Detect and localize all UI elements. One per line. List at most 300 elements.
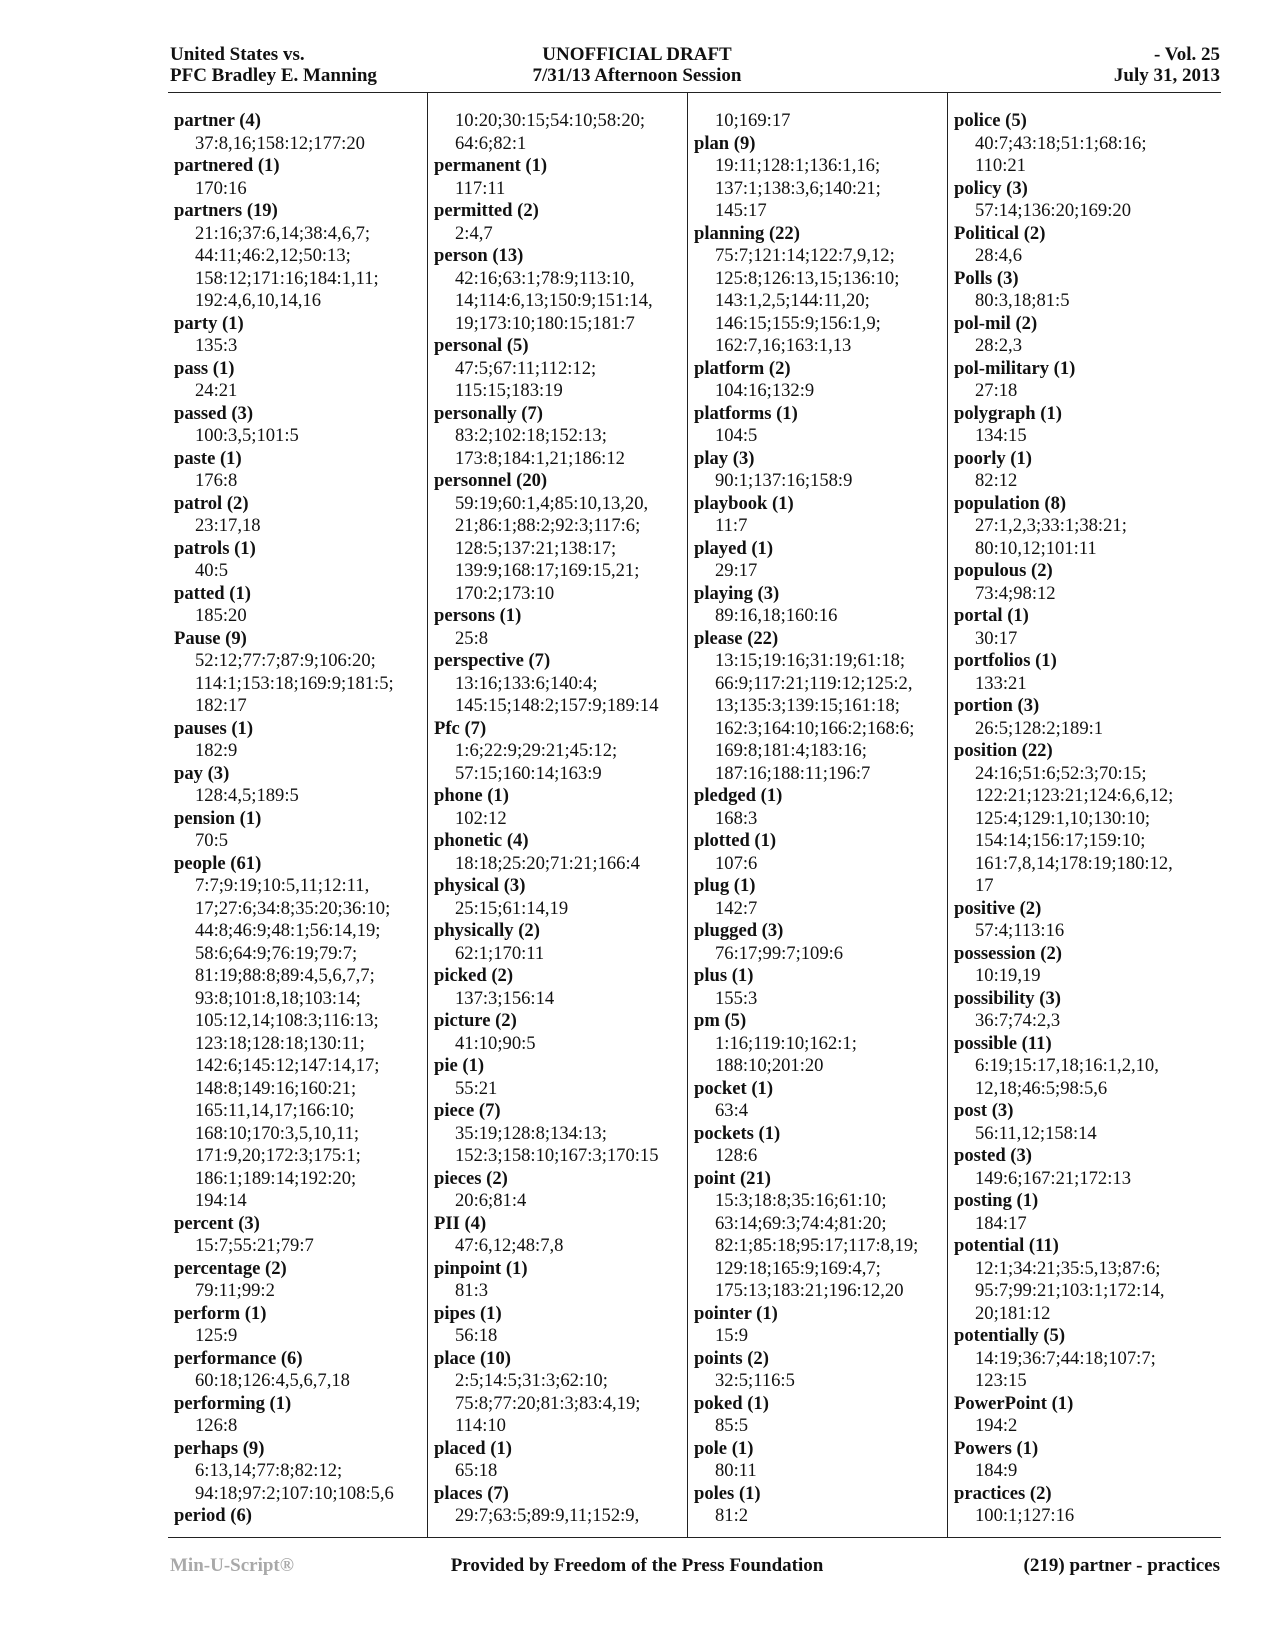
index-page-refs: 24:21	[195, 380, 238, 401]
index-page-refs: 142:6;145:12;147:14,17;	[195, 1055, 380, 1076]
index-term: pieces (2)	[434, 1167, 508, 1189]
index-entry	[434, 1168, 684, 1213]
index-term: police (5)	[954, 110, 1027, 131]
index-term: pockets (1)	[694, 1122, 781, 1144]
index-page-refs: 123:15	[975, 1370, 1027, 1391]
index-entry	[954, 403, 1204, 448]
index-page-refs: 145:15;148:2;157:9;189:14	[455, 695, 659, 716]
index-entry	[694, 1303, 944, 1348]
index-continuation-line: 10:20;30:15;54:10;58:20;	[455, 110, 646, 131]
index-entry	[954, 898, 1204, 943]
index-page-refs: 107:6	[715, 852, 758, 874]
index-page-refs: 125:8;126:13,15;136:10;	[715, 267, 900, 289]
index-term: pol-military (1)	[954, 357, 1076, 379]
index-page-refs: 25:8	[455, 627, 489, 649]
index-page-refs: 26:5;128:2;189:1	[975, 717, 1104, 739]
index-page-refs: 6:13,14;77:8;82:12;	[195, 1460, 343, 1481]
index-page-refs: 65:18	[455, 1460, 498, 1481]
index-page-refs: 25:15;61:14,19	[455, 897, 569, 919]
index-page-refs: 128:6	[715, 1145, 758, 1166]
index-page-refs: 59:19;60:1,4;85:10,13,20,	[455, 492, 649, 514]
index-page-refs: 75:7;121:14;122:7,9,12;	[715, 245, 895, 266]
index-page-refs: 29:7;63:5;89:9,11;152:9,	[455, 1505, 640, 1526]
index-entry	[434, 1213, 684, 1258]
index-page-refs: 75:8;77:20;81:3;83:4,19;	[455, 1392, 641, 1414]
index-page-refs: 81:3	[455, 1280, 489, 1301]
index-term: post (3)	[954, 1100, 1014, 1121]
index-term: PII (4)	[434, 1212, 487, 1234]
index-term: physically (2)	[434, 920, 540, 941]
index-term: place (10)	[434, 1347, 511, 1369]
column-divider	[947, 92, 948, 1537]
index-entry	[174, 358, 424, 403]
index-page-refs: 165:11,14,17;166:10;	[195, 1100, 355, 1121]
index-page-refs: 142:7	[715, 897, 758, 919]
index-page-refs: 36:7;74:2,3	[975, 1010, 1061, 1031]
index-entry	[954, 223, 1204, 268]
index-page-refs: 81:2	[715, 1505, 749, 1526]
index-entry	[954, 358, 1204, 403]
index-entry	[694, 1438, 944, 1483]
index-entry	[954, 988, 1204, 1033]
index-page-refs: 37:8,16;158:12;177:20	[195, 132, 365, 154]
index-entry	[174, 200, 424, 313]
index-entry	[954, 493, 1204, 561]
index-page-refs: 117:11	[455, 177, 506, 199]
index-entry	[434, 1438, 684, 1483]
index-term: period (6)	[174, 1505, 252, 1526]
index-term: poked (1)	[694, 1392, 769, 1414]
index-page-refs: 79:11;99:2	[195, 1280, 275, 1301]
index-page-refs: 19;173:10;180:15;181:7	[455, 312, 635, 334]
index-term: placed (1)	[434, 1437, 512, 1459]
index-page-refs: 14:19;36:7;44:18;107:7;	[975, 1347, 1156, 1369]
index-page-refs: 80:10,12;101:11	[975, 537, 1097, 559]
index-entry	[694, 133, 944, 223]
index-page-refs: 110:21	[975, 155, 1026, 176]
index-term: plug (1)	[694, 875, 756, 896]
index-term: pledged (1)	[694, 785, 783, 806]
index-page-refs: 57:15;160:14;163:9	[455, 762, 602, 784]
index-page-refs: 122:21;123:21;124:6,6,12;	[975, 785, 1174, 806]
index-entry	[434, 830, 684, 875]
index-page-refs: 168:10;170:3,5,10,11;	[195, 1122, 360, 1144]
index-entry	[434, 1100, 684, 1168]
index-term: persons (1)	[434, 605, 522, 626]
index-entry	[694, 965, 944, 1010]
index-page-refs: 28:2,3	[975, 335, 1023, 356]
index-page-refs: 12:1;34:21;35:5,13;87:6;	[975, 1257, 1161, 1279]
index-entry	[174, 403, 424, 448]
index-page-refs: 137:1;138:3,6;140:21;	[715, 177, 881, 199]
index-entry	[694, 1483, 944, 1528]
index-page-refs: 24:16;51:6;52:3;70:15;	[975, 762, 1147, 784]
index-page-refs: 52:12;77:7;87:9;106:20;	[195, 650, 376, 671]
index-page-refs: 47:5;67:11;112:12;	[455, 357, 597, 379]
index-term: pie (1)	[434, 1055, 485, 1076]
index-term: partnered (1)	[174, 155, 280, 176]
header-rule	[168, 92, 1221, 93]
index-page-refs: 104:5	[715, 425, 758, 446]
index-term: patrols (1)	[174, 537, 256, 559]
index-page-refs: 139:9;168:17;169:15,21;	[455, 560, 640, 581]
index-term: pension (1)	[174, 807, 262, 829]
header-draft-line1: UNOFFICIAL DRAFT	[542, 44, 732, 65]
header-date: July 31, 2013	[1113, 65, 1220, 86]
index-page-refs: 2:4,7	[455, 222, 493, 244]
index-entry	[434, 245, 684, 335]
index-entry	[434, 785, 684, 830]
index-page-refs: 148:8;149:16;160:21;	[195, 1077, 357, 1099]
column-divider	[687, 92, 688, 1537]
index-page-refs: 114:10	[455, 1415, 506, 1436]
index-entry	[434, 403, 684, 471]
index-column-1	[174, 110, 424, 1528]
index-page-refs: 60:18;126:4,5,6,7,18	[195, 1370, 350, 1391]
index-entry	[174, 718, 424, 763]
index-term: performing (1)	[174, 1392, 292, 1414]
index-entry	[434, 470, 684, 605]
index-term: picked (2)	[434, 965, 514, 986]
index-page-refs: 184:9	[975, 1460, 1018, 1481]
index-entry	[434, 650, 684, 718]
index-term: posted (3)	[954, 1145, 1032, 1166]
index-entry	[954, 1033, 1204, 1101]
footer-brand: Min-U-Script®	[170, 1555, 294, 1576]
index-term: portal (1)	[954, 605, 1029, 626]
index-term: perform (1)	[174, 1302, 267, 1324]
index-page-refs: 133:21	[975, 672, 1027, 694]
index-entry	[694, 1123, 944, 1168]
index-page-refs: 66:9;117:21;119:12;125:2,	[715, 672, 913, 694]
footer-page-range: (219) partner - practices	[1023, 1555, 1220, 1576]
index-page-refs: 15:9	[715, 1325, 749, 1346]
index-term: played (1)	[694, 537, 774, 559]
index-term: picture (2)	[434, 1010, 517, 1031]
header-volume: - Vol. 25	[1154, 44, 1220, 65]
index-page-refs: 168:3	[715, 807, 758, 829]
index-page-refs: 1:16;119:10;162:1;	[715, 1032, 857, 1054]
index-page-refs: 15:3;18:8;35:16;61:10;	[715, 1190, 887, 1211]
index-page-refs: 175:13;183:21;196:12,20	[715, 1280, 904, 1301]
index-page-refs: 94:18;97:2;107:10;108:5,6	[195, 1482, 394, 1504]
header-session-line: 7/31/13 Afternoon Session	[532, 65, 742, 86]
footer-provider: Provided by Freedom of the Press Foundation	[450, 1555, 824, 1576]
index-entry	[694, 538, 944, 583]
index-term: point (21)	[694, 1167, 771, 1189]
index-entry	[694, 448, 944, 493]
index-term: populous (2)	[954, 560, 1053, 581]
index-entry	[694, 583, 944, 628]
index-entry	[174, 628, 424, 718]
index-entry	[174, 1303, 424, 1348]
header-case-line2: PFC Bradley E. Manning	[170, 65, 377, 86]
index-page-refs: 40:7;43:18;51:1;68:16;	[975, 132, 1147, 154]
index-entry	[434, 1483, 684, 1528]
index-page-refs: 18:18;25:20;71:21;166:4	[455, 852, 640, 874]
index-page-refs: 55:21	[455, 1077, 498, 1099]
index-column-4	[954, 110, 1204, 1528]
index-term: play (3)	[694, 447, 755, 469]
index-entry	[954, 695, 1204, 740]
index-entry	[694, 493, 944, 538]
index-entry	[954, 560, 1204, 605]
index-page-refs: 17	[975, 875, 994, 896]
index-page-refs: 188:10;201:20	[715, 1055, 824, 1076]
index-term: pm (5)	[694, 1010, 747, 1031]
index-term: posting (1)	[954, 1190, 1039, 1211]
index-page-refs: 194:14	[195, 1190, 247, 1211]
index-term: person (13)	[434, 245, 524, 266]
index-page-refs: 58:6;64:9;76:19;79:7;	[195, 942, 358, 964]
index-page-refs: 21:16;37:6,14;38:4,6,7;	[195, 222, 371, 244]
index-entry	[694, 875, 944, 920]
index-entry	[954, 1235, 1204, 1325]
index-page-refs: 192:4,6,10,14,16	[195, 290, 322, 311]
index-page-refs: 184:17	[975, 1212, 1027, 1234]
index-term: possible (11)	[954, 1032, 1052, 1054]
index-entry	[954, 268, 1204, 313]
index-entry	[174, 538, 424, 583]
index-entry	[954, 1190, 1204, 1235]
index-term: plugged (3)	[694, 920, 784, 941]
index-page-refs: 6:19;15:17,18;16:1,2,10,	[975, 1055, 1159, 1076]
header-draft-title	[437, 44, 837, 86]
index-continuation-line: 10;169:17	[715, 110, 791, 131]
index-page-refs: 128:5;137:21;138:17;	[455, 537, 617, 559]
index-entry	[174, 493, 424, 538]
index-term: percent (3)	[174, 1212, 260, 1234]
index-entry	[434, 335, 684, 403]
index-page-refs: 23:17,18	[195, 515, 261, 536]
index-page-refs: 10:19,19	[975, 965, 1041, 986]
index-page-refs: 30:17	[975, 627, 1018, 649]
index-page-refs: 27:1,2,3;33:1;38:21;	[975, 515, 1127, 536]
index-page-refs: 158:12;171:16;184:1,11;	[195, 267, 379, 289]
index-page-refs: 154:14;156:17;159:10;	[975, 830, 1146, 851]
index-page-refs: 57:4;113:16	[975, 920, 1065, 941]
index-page-refs: 95:7;99:21;103:1;172:14,	[975, 1280, 1165, 1301]
index-term: plan (9)	[694, 132, 756, 154]
index-page-refs: 19:11;128:1;136:1,16;	[715, 155, 881, 176]
index-entry	[954, 1483, 1204, 1528]
index-entry	[954, 605, 1204, 650]
index-page-refs: 185:20	[195, 605, 247, 626]
index-entry	[174, 808, 424, 853]
index-term: pocket (1)	[694, 1077, 774, 1099]
index-page-refs: 14;114:6,13;150:9;151:14,	[455, 290, 653, 311]
index-page-refs: 155:3	[715, 987, 758, 1009]
index-page-refs: 129:18;165:9;169:4,7;	[715, 1257, 881, 1279]
index-entry	[434, 1055, 684, 1100]
index-page-refs: 93:8;101:8,18;103:14;	[195, 987, 361, 1009]
index-page-refs: 182:9	[195, 740, 238, 761]
column-divider	[427, 92, 428, 1537]
index-term: PowerPoint (1)	[954, 1392, 1074, 1414]
index-term: pipes (1)	[434, 1302, 502, 1324]
index-term: pol-mil (2)	[954, 312, 1038, 334]
index-term: partner (4)	[174, 110, 261, 131]
index-page-refs: 56:11,12;158:14	[975, 1122, 1097, 1144]
index-column-3	[694, 110, 944, 1528]
index-term: pole (1)	[694, 1437, 754, 1459]
index-term: physical (3)	[434, 875, 526, 896]
index-term: Polls (3)	[954, 267, 1019, 289]
index-page-refs: 63:14;69:3;74:4;81:20;	[715, 1212, 887, 1234]
index-page-refs: 44:11;46:2,12;50:13;	[195, 245, 351, 266]
index-term: phonetic (4)	[434, 830, 529, 851]
index-term: passed (3)	[174, 402, 254, 424]
index-page-refs: 170:2;173:10	[455, 582, 555, 604]
index-page-refs: 182:17	[195, 695, 247, 716]
index-term: policy (3)	[954, 177, 1028, 199]
index-page-refs: 56:18	[455, 1325, 498, 1346]
index-entry	[694, 223, 944, 358]
index-page-refs: 20:6;81:4	[455, 1190, 527, 1211]
index-page-refs: 57:14;136:20;169:20	[975, 200, 1131, 221]
index-page-refs: 41:10;90:5	[455, 1032, 536, 1054]
index-term: percentage (2)	[174, 1257, 287, 1279]
index-entry	[954, 943, 1204, 988]
index-entry	[694, 830, 944, 875]
index-page-refs: 186:1;189:14;192:20;	[195, 1167, 357, 1189]
index-entry	[694, 628, 944, 786]
index-entry	[434, 1258, 684, 1303]
index-page-refs: 1:6;22:9;29:21;45:12;	[455, 740, 618, 761]
index-page-refs: 42:16;63:1;78:9;113:10,	[455, 267, 635, 289]
index-term: personnel (20)	[434, 470, 548, 491]
index-term: portion (3)	[954, 695, 1040, 716]
index-page-refs: 80:3,18;81:5	[975, 290, 1070, 311]
index-page-refs: 29:17	[715, 560, 758, 581]
index-term: playing (3)	[694, 582, 780, 604]
index-page-refs: 17;27:6;34:8;35:20;36:10;	[195, 897, 391, 919]
index-term: please (22)	[694, 627, 779, 649]
index-page-refs: 89:16,18;160:16	[715, 605, 838, 626]
index-term: patted (1)	[174, 582, 251, 604]
index-term: permitted (2)	[434, 200, 539, 221]
index-entry	[434, 155, 684, 200]
index-term: paste (1)	[174, 447, 242, 469]
index-term: permanent (1)	[434, 155, 548, 176]
index-term: pay (3)	[174, 762, 230, 784]
index-entry	[174, 763, 424, 808]
index-page-refs: 2:5;14:5;31:3;62:10;	[455, 1370, 608, 1391]
index-page-refs: 82:12	[975, 470, 1018, 491]
index-entry	[174, 448, 424, 493]
index-entry	[434, 1303, 684, 1348]
index-entry	[174, 1348, 424, 1393]
index-entry	[954, 178, 1204, 223]
index-term: platforms (1)	[694, 402, 798, 424]
index-page-refs: 40:5	[195, 560, 229, 581]
index-entry	[174, 313, 424, 358]
index-page-refs: 173:8;184:1,21;186:12	[455, 447, 625, 469]
index-page-refs: 80:11	[715, 1460, 757, 1481]
index-page-refs: 145:17	[715, 200, 767, 221]
index-page-refs: 187:16;188:11;196:7	[715, 762, 871, 784]
index-page-refs: 7:7;9:19;10:5,11;12:11,	[195, 875, 370, 896]
index-entry	[694, 1168, 944, 1303]
index-page-refs: 100:3,5;101:5	[195, 425, 299, 446]
index-page-refs: 15:7;55:21;79:7	[195, 1235, 314, 1256]
index-term: pinpoint (1)	[434, 1257, 528, 1279]
index-term: personally (7)	[434, 402, 543, 424]
index-page-refs: 146:15;155:9;156:1,9;	[715, 312, 881, 334]
index-entry	[694, 358, 944, 403]
index-entry	[174, 1438, 424, 1506]
index-page-refs: 62:1;170:11	[455, 942, 545, 964]
index-term: possession (2)	[954, 942, 1062, 964]
index-page-refs: 13:15;19:16;31:19;61:18;	[715, 650, 906, 671]
index-term: planning (22)	[694, 222, 800, 244]
header-volume-date	[1114, 44, 1220, 86]
index-entry	[954, 1100, 1204, 1145]
index-entry	[434, 718, 684, 786]
index-page-refs: 128:4,5;189:5	[195, 785, 299, 806]
index-entry	[434, 1348, 684, 1438]
index-page-refs: 161:7,8,14;178:19;180:12,	[975, 852, 1173, 874]
index-page-refs: 11:7	[715, 515, 748, 536]
index-entry	[694, 1078, 944, 1123]
index-term: pauses (1)	[174, 717, 254, 739]
index-entry	[954, 1393, 1204, 1438]
index-entry	[694, 1393, 944, 1438]
index-page-refs: 35:19;128:8;134:13;	[455, 1122, 607, 1144]
index-page-refs: 104:16;132:9	[715, 380, 815, 401]
index-entry	[694, 1010, 944, 1078]
index-page-refs: 171:9,20;172:3;175:1;	[195, 1145, 361, 1166]
footer-rule	[168, 1537, 1221, 1538]
header-case-title	[170, 44, 377, 86]
index-entry	[174, 155, 424, 200]
index-entry	[694, 785, 944, 830]
index-page-refs: 135:3	[195, 335, 238, 356]
index-term: platform (2)	[694, 357, 791, 379]
index-term: positive (2)	[954, 897, 1042, 919]
index-column-2	[434, 110, 684, 1528]
index-term: population (8)	[954, 492, 1067, 514]
index-term: potential (11)	[954, 1235, 1059, 1256]
index-page-refs: 82:1;85:18;95:17;117:8,19;	[715, 1235, 919, 1256]
index-page-refs: 152:3;158:10;167:3;170:15	[455, 1145, 659, 1166]
index-term: Political (2)	[954, 222, 1046, 244]
index-page-refs: 85:5	[715, 1415, 749, 1436]
index-continuation-line: 64:6;82:1	[455, 132, 527, 154]
index-term: potentially (5)	[954, 1325, 1066, 1346]
index-term: patrol (2)	[174, 492, 249, 514]
index-page-refs: 44:8;46:9;48:1;56:14,19;	[195, 920, 381, 941]
index-page-refs: 63:4	[715, 1100, 749, 1121]
index-entry	[174, 110, 424, 155]
index-page-refs: 12,18;46:5;98:5,6	[975, 1077, 1108, 1099]
index-entry	[954, 1325, 1204, 1393]
index-page-refs: 100:1;127:16	[975, 1505, 1075, 1526]
index-term: plus (1)	[694, 965, 754, 986]
index-page-refs: 134:15	[975, 425, 1027, 446]
index-page-refs: 143:1,2,5;144:11,20;	[715, 290, 870, 311]
index-term: Pause (9)	[174, 627, 247, 649]
index-term: poles (1)	[694, 1482, 761, 1504]
index-entry	[954, 650, 1204, 695]
index-page-refs: 20;181:12	[975, 1302, 1051, 1324]
index-term: polygraph (1)	[954, 402, 1062, 424]
index-entry	[434, 965, 684, 1010]
index-term: partners (19)	[174, 200, 278, 221]
index-term: party (1)	[174, 312, 244, 334]
index-page-refs: 76:17;99:7;109:6	[715, 942, 844, 964]
index-term: places (7)	[434, 1482, 509, 1504]
